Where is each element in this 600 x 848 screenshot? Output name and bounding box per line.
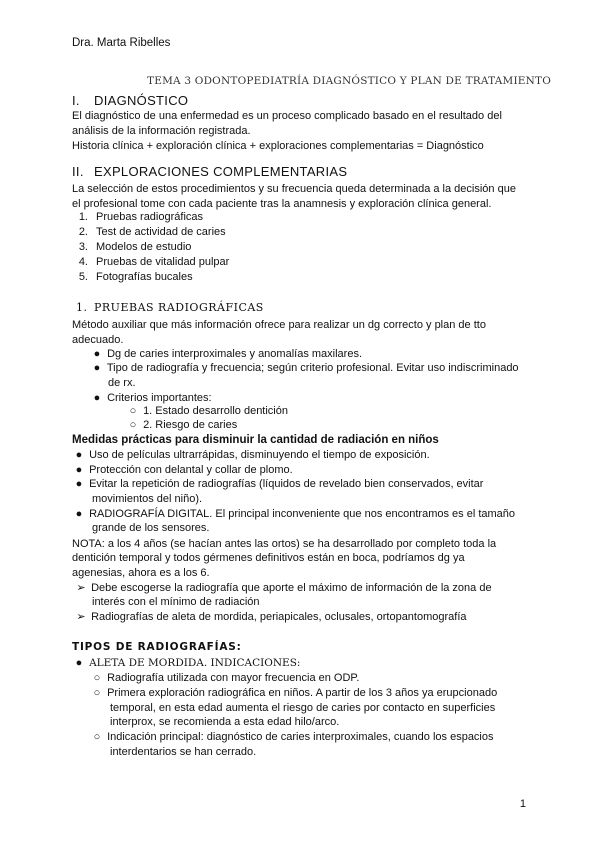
arrow-icon: ➢: [76, 582, 86, 594]
bullet-icon: ●: [93, 348, 101, 360]
sub-bullet-item: ○ Radiografía utilizada con mayor frecuencia en ODP.: [90, 672, 359, 684]
document-title: TEMA 3 ODONTOPEDIATRÍA DIAGNÓSTICO Y PLAN DE TRATAMIENTO: [147, 75, 552, 87]
section-title: DIAGNÓSTICO: [94, 93, 189, 108]
sub-bullet-item: ○ 2. Riesgo de caries: [126, 419, 237, 431]
section-number: II.: [72, 164, 84, 179]
paragraph-line: análisis de la información registrada.: [72, 125, 251, 137]
bullet-item: ● Tipo de radiografía y frecuencia; según criterio profesional. Evitar uso indiscriminado: [90, 362, 519, 374]
hollow-bullet-icon: ○: [129, 405, 137, 417]
list-item: 4. Pruebas de vitalidad pulpar: [78, 256, 230, 268]
section-diagnostico-heading: [72, 93, 188, 108]
sub-bullet-continuation: interdentarios se han cerrado.: [110, 746, 257, 758]
arrow-item: ➢ Radiografías de aleta de mordida, periapicales, oclusales, ortopantomografía: [74, 610, 467, 623]
bullet-item: ● Criterios importantes:: [90, 392, 212, 404]
subsection-radiograficas-heading: [76, 301, 264, 314]
sub-bullet-continuation: interprox, se recomienda a esta edad hilo/arco.: [110, 716, 340, 728]
bullet-icon: ●: [75, 478, 83, 490]
bullet-icon: ●: [75, 508, 83, 520]
sub-bullet-item: ○ Indicación principal: diagnóstico de caries interproximales, cuando los espacios: [90, 731, 494, 743]
hollow-bullet-icon: ○: [93, 687, 101, 699]
bullet-icon: ●: [75, 464, 83, 476]
bullet-icon: ●: [75, 657, 83, 669]
arrow-continuation: interés con el mínimo de radiación: [92, 596, 260, 608]
hollow-bullet-icon: ○: [93, 672, 101, 684]
aleta-heading: ALETA DE MORDIDA. INDICACIONES:: [89, 657, 301, 669]
list-item: 1. Pruebas radiográficas: [78, 211, 204, 223]
bullet-continuation: movimientos del niño).: [92, 493, 203, 505]
paragraph-line: adecuado.: [72, 334, 124, 346]
tipos-heading: TIPOS DE RADIOGRAFÍAS:: [72, 641, 242, 653]
medidas-heading: Medidas prácticas para disminuir la cantidad de radiación en niños: [72, 434, 439, 446]
hollow-bullet-icon: ○: [93, 731, 101, 743]
section-number: I.: [72, 93, 80, 108]
hollow-bullet-icon: ○: [129, 419, 137, 431]
bullet-continuation: grande de los sensores.: [92, 522, 210, 534]
list-item: 2. Test de actividad de caries: [78, 226, 226, 238]
section-exploraciones-heading: [72, 164, 347, 179]
sub-bullet-continuation: temporal, en esta edad aumenta el riesgo de caries por contacto en superficies: [110, 702, 496, 714]
bullet-item: ● RADIOGRAFÍA DIGITAL. El principal inconveniente que nos encontramos es el tamaño: [72, 508, 515, 520]
arrow-icon: ➢: [76, 611, 86, 623]
list-item: 5. Fotografías bucales: [78, 271, 193, 283]
subsection-number: 1.: [76, 301, 88, 314]
bullet-item: ● Protección con delantal y collar de plomo.: [72, 464, 293, 476]
bullet-item: ● Uso de películas ultrarrápidas, disminuyendo el tiempo de exposición.: [72, 449, 430, 461]
paragraph-line: El diagnóstico de una enfermedad es un proceso complicado basado en el resultado del: [72, 110, 502, 122]
sub-bullet-item: ○ Primera exploración radiográfica en niños. A partir de los 3 años ya erupcionado: [90, 687, 497, 699]
paragraph-line: Método auxiliar que más información ofrece para realizar un dg correcto y plan de tto: [72, 319, 486, 331]
bullet-continuation: de rx.: [108, 377, 136, 389]
list-item: 3. Modelos de estudio: [78, 241, 192, 253]
nota-line: dentición temporal y todos gérmenes definitivos están en boca, podríamos dg ya: [72, 552, 465, 564]
author-header: Dra. Marta Ribelles: [72, 37, 171, 49]
arrow-item: ➢ Debe escogerse la radiografía que aporte el máximo de información de la zona de: [74, 581, 492, 594]
bullet-item: ● Evitar la repetición de radiografías (líquidos de revelado bien conservados, evitar: [72, 478, 483, 490]
paragraph-line: el profesional tome con cada paciente tras la anamnesis y exploración clínica general.: [72, 198, 492, 210]
page-number: 1: [519, 798, 526, 810]
bullet-item: [72, 657, 300, 669]
nota-line: agenesias, ahora es a los 6.: [72, 567, 210, 579]
nota-line: NOTA: a los 4 años (se hacían antes las ortos) se ha desarrollado por completo toda la: [72, 538, 497, 550]
section-title: EXPLORACIONES COMPLEMENTARIAS: [94, 164, 348, 179]
bullet-icon: ●: [75, 449, 83, 461]
bullet-item: ● Dg de caries interproximales y anomalías maxilares.: [90, 348, 362, 360]
bullet-icon: ●: [93, 392, 101, 404]
sub-bullet-item: ○ 1. Estado desarrollo dentición: [126, 405, 288, 417]
paragraph-line: La selección de estos procedimientos y su frecuencia queda determinada a la decisión que: [72, 183, 516, 195]
paragraph-line: Historia clínica + exploración clínica + exploraciones complementarias = Diagnóstico: [72, 140, 484, 152]
subsection-title: PRUEBAS RADIOGRÁFICAS: [94, 301, 264, 314]
bullet-icon: ●: [93, 362, 101, 374]
